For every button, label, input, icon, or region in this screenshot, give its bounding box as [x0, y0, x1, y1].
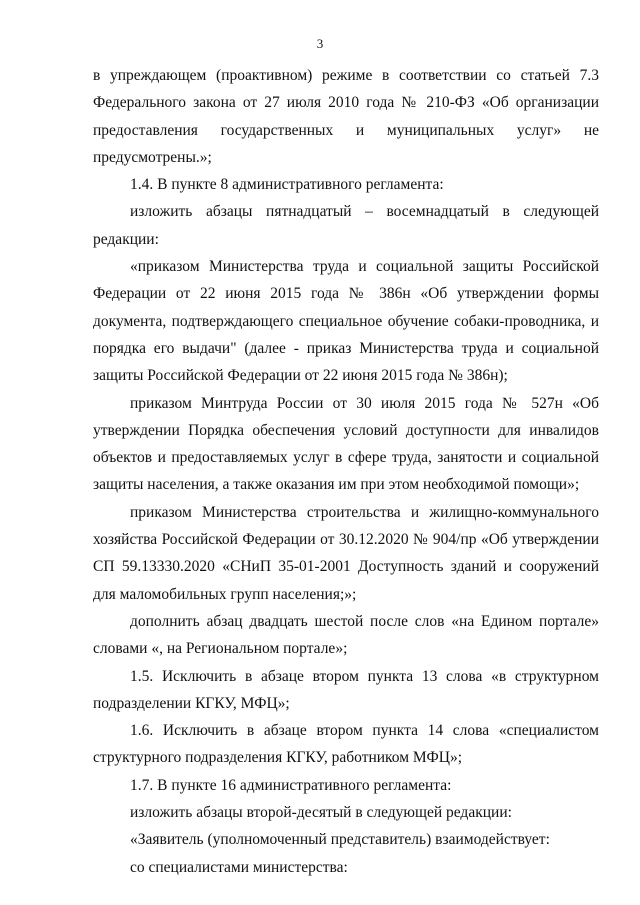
paragraph-order-386n: «приказом Министерства труда и социальной защиты Российской Федерации от 22 июня 2015 года № 386н «Об утверждении формы документа, подтверждающего специальное обучение собаки-проводника, и порядка его выдачи" (далее - приказ Министерства труда и социальной защиты Российской Федерации от 22 июня 2015 года № 386н);: [93, 258, 599, 385]
page-number: 3: [316, 36, 324, 51]
paragraph-abzats-2-10: изложить абзацы второй-десятый в следующей редакции:: [130, 804, 512, 822]
paragraph-abzats-26: дополнить абзац двадцать шестой после слов «на Едином портале» словами «, на Региональном портале»;: [93, 612, 599, 658]
paragraph-item-1-4: 1.4. В пункте 8 административного регламента:: [130, 176, 444, 194]
paragraph-order-904pr: приказом Министерства строительства и жилищно-коммунального хозяйства Российской Федерации от 30.12.2020 № 904/пр «Об утверждении СП 59.13330.2020 «СНиП 35-01-2001 Доступность зданий и сооружений для маломобильных групп населения;»;: [93, 503, 599, 603]
document-body: [93, 62, 599, 881]
paragraph-item-1-5: 1.5. Исключить в абзаце втором пункта 13 слова «в структурном подразделении КГКУ, МФЦ»;: [93, 667, 599, 712]
paragraph-proactive-mode: в упреждающем (проактивном) режиме в соответствии со статьей 7.3 Федерального закона от 27 июля 2010 года № 210-ФЗ «Об организации предоставления государственных и муниципальных услуг» не предусмотрены.»;: [93, 67, 599, 166]
paragraph-item-1-6: 1.6. Исключить в абзаце втором пункта 14 слова «специалистом структурного подразделения КГКУ, работником МФЦ»;: [93, 722, 599, 767]
paragraph-applicant-interacts: «Заявитель (уполномоченный представитель) взаимодействует:: [130, 831, 550, 849]
paragraph-item-1-7: 1.7. В пункте 16 административного регламента:: [130, 776, 452, 794]
paragraph-ministry-specialists: со специалистами министерства:: [130, 858, 348, 876]
paragraph-order-527n: приказом Минтруда России от 30 июля 2015 года № 527н «Об утверждении Порядка обеспечения условий доступности для инвалидов объектов и предоставляемых услуг в сфере труда, занятости и социальной защиты населения, а также оказания им при этом необходимой помощи»;: [93, 394, 599, 494]
paragraph-amend-abzats-15-18: изложить абзацы пятнадцатый – восемнадцатый в следующей редакции:: [93, 203, 599, 248]
